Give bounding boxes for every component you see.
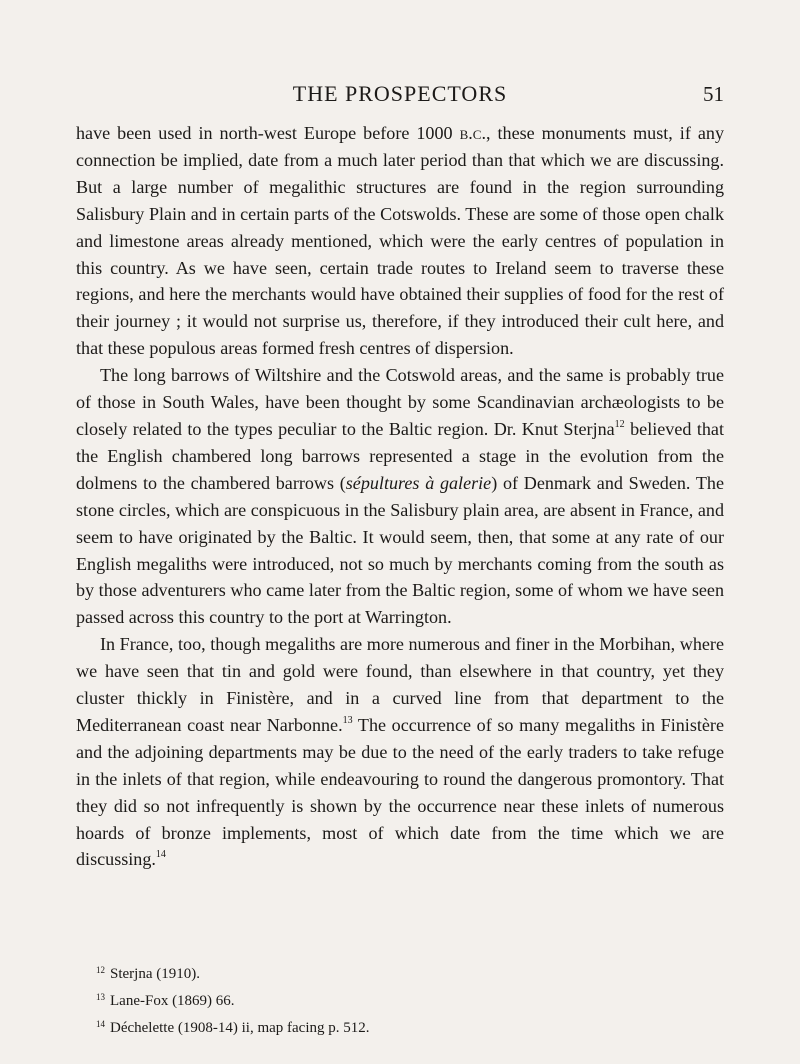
running-title: THE PROSPECTORS <box>292 81 508 106</box>
text-run: have been used in north-west Europe before 1000 <box>76 123 460 143</box>
footnote-reference: 13 <box>342 714 353 726</box>
footnote-text: Déchelette (1908-14) ii, map facing p. 512. <box>110 1020 370 1036</box>
footnote <box>96 1013 716 1040</box>
footnote-mark: 12 <box>96 965 105 975</box>
text-run: ) of Denmark and Sweden. The stone circles, which are conspicuous in the Salisbury plain area, are absent in France, and seem to have originated by the Baltic. It would seem, then, that some at any rate of our English megaliths were introduced, not so much by merchants coming from the south as by those adventurers who came later from the Baltic region, some of whom we have seen passed across this country to the port at Warrington. <box>76 472 724 628</box>
footnote <box>96 986 716 1013</box>
footnotes <box>96 959 716 1040</box>
italic-term: sépultures à galerie <box>345 472 492 493</box>
text-run: The occurrence of so many megaliths in Finistère and the adjoining departments may be due to the need of the early traders to take refuge in the inlets of that region, while endeavouring to round the dangerous promontory. That they did so not infrequently is shown by the occurrence near these inlets of numerous hoards of bronze implements, most of which date from the time which we are discussing. <box>76 714 724 870</box>
footnote-reference: 12 <box>614 418 625 430</box>
running-header <box>0 80 800 108</box>
body-text <box>76 120 724 873</box>
paragraph <box>76 120 724 362</box>
footnote-mark: 14 <box>96 1019 105 1029</box>
era-abbreviation: b.c. <box>459 123 486 143</box>
text-run: In France, too, though megaliths are more numerous and finer in the Morbihan, where we have seen that tin and gold were found, than elsewhere in that country, yet they cluster thickly in Finistère, and in a curved line from that department to the Mediterranean coast near Narbonne. <box>76 634 724 735</box>
paragraph <box>76 362 724 631</box>
text-run: believed that the English chambered long barrows represented a stage in the evolution from the dolmens to the chambered barrows ( <box>76 418 724 493</box>
footnote-reference: 14 <box>155 849 166 861</box>
text-run: The long barrows of Wiltshire and the Cotswold areas, and the same is probably true of those in South Wales, have been thought by some Scandinavian archæologists to be closely related to the types peculiar to the Baltic region. Dr. Knut Sterjna <box>76 365 724 439</box>
footnote <box>96 959 716 986</box>
footnote-text: Sterjna (1910). <box>110 966 200 982</box>
text-run: , these monuments must, if any connection be implied, date from a much later period than that which we are discussing. But a large number of megalithic structures are found in the region surrounding Salisbury Plain and in certain parts of the Cotswolds. These are some of those open chalk and limestone areas already mentioned, which were the early centres of population in this country. As we have seen, certain trade routes to Ireland seem to traverse these regions, and here the merchants would have obtained their supplies of food for the rest of their journey ; it would not surprise us, therefore, if they introduced their cult here, and that these populous areas formed fresh centres of dispersion. <box>76 123 724 359</box>
footnote-text: Lane-Fox (1869) 66. <box>110 993 235 1009</box>
page-number: 51 <box>703 82 724 106</box>
paragraph <box>76 631 724 873</box>
footnote-mark: 13 <box>96 992 105 1002</box>
